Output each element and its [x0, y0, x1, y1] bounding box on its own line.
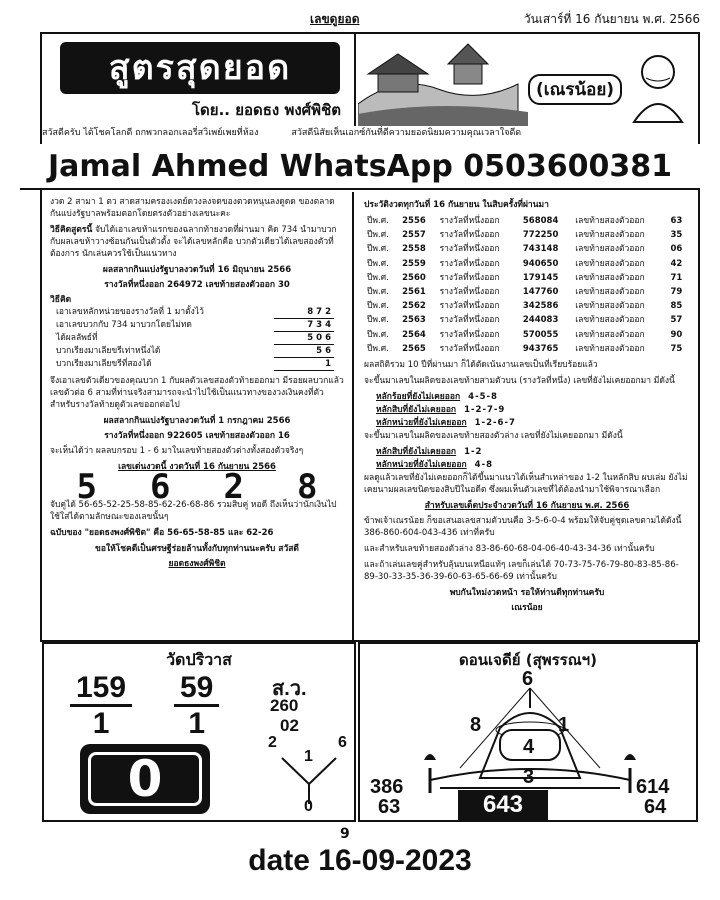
draw-row: ปีพ.ศ. 2563 รางวัลที่หนึ่งออก 244083 เลขท้ายสองตัวออก 57: [367, 315, 683, 326]
section2-subtitle: รางวัลที่หนึ่งออก 922605 เลขท้ายสองตัวออก 16: [104, 431, 290, 441]
chedi-top-number: 6: [522, 668, 534, 690]
logo-subtitle: โดย.. ยอดธง พงศ์พิชิต: [192, 101, 341, 119]
draw-row: ปีพ.ศ. 2557 รางวัลที่หนึ่งออก 772250 เลขท้ายสองตัวออก 35: [367, 230, 683, 241]
fraction-2: $\frac{59}{1}$: [174, 672, 219, 741]
strip-left-text: สวัสดีครับ ได้โชคโลกดี ถกพวกลอกเลอรี่สวิเพย์เพยที่ห้อง: [42, 128, 259, 138]
center-number-box: 643: [458, 790, 548, 820]
forecast-text-3: และถ้าเล่นเลขคู่สำหรับลุ้นบนเหนือแท้ๆ เลขก็เล่นได้ 70-73-75-76-79-80-83-85-86-89-30-33-35-36-39-60-63-65-66-69 เท่านั้นครับ: [364, 559, 679, 582]
forecast-text-1: ข้าพเจ้าเณรน้อย ก็ขอเสนอเลขสามตัวบนคือ 3-5-6-0-4 พร้อมให้จับคู่ชุดเลขตามได้ดังนี้ 386-860-604-043-436 เท่าที่ครับ: [364, 515, 682, 538]
calc-row: เอาเลขบวกกับ 734 มาบวกโดยไม่ทด 734: [56, 320, 334, 330]
character-label: (เณรน้อย): [528, 74, 622, 105]
method-text: จับได้เอาเลขห้าแรกของฉลากท้ายงวดที่ผ่านมา คิด 734 นำมาบวกกับผลเลขห้าวางซ้อนกันเป็นตัวตั้ง จะได้เลขหลักคือ บวกตัวเดียวได้เลขสองตัวที่ต้องการ นักเล่นควรใช้เป็นแนวทาง: [50, 225, 337, 259]
right-number-a: 614: [636, 776, 670, 798]
forecast-digit: 2: [223, 467, 244, 507]
y-mid-number: 1: [304, 748, 313, 765]
y-left-number: 2: [268, 734, 277, 751]
forecast-title: เลขเด่นงวดนี้ งวดวันที่ 16 กันยายน 2566: [118, 462, 276, 472]
y-right-number: 6: [338, 734, 347, 751]
group1-row: หลักร้อยที่ยังไม่เคยออก 4-5-8: [376, 391, 498, 402]
chedi-center-number: 4: [523, 736, 535, 758]
section2-note: จะเห็นได้ว่า ผลลบกรอบ 1 - 6 มาในเลขท้ายสองตัวต่างทั้งสองตัวจริงๆ: [50, 446, 304, 456]
logo-banner: [42, 34, 356, 126]
date-line: date 16-09-2023: [248, 844, 472, 877]
big-digit: 0: [88, 752, 202, 806]
left-number-a: 386: [370, 776, 404, 798]
temple-pariwat-title: วัดปริวาส: [166, 650, 232, 669]
explain-text: จึงเอาเลขตัวเดียวของคุณบวก 1 กับผลตัวเลขสองตัวท้ายออกมา มีรอยผลบวกแล้วเลขตัวต่อ 6 สามที่ท่านจริงสามารถจะนำไปใช้เป็นแนวทางของวงเงินคงที่ตัวสำหรับรางวัลท้ายดูตัวเลขออกต่อไป: [50, 376, 344, 410]
pairs-text: จับคู่ได้ 56-65-52-25-58-85-62-26-68-86 รวมสิบคู่ หอดี ถึงเห็นว่านักเงินไปใช้ใส่ได้ตามลักษณะของเลขนั้นๆ: [50, 500, 337, 522]
forecast-digit: 6: [150, 467, 171, 507]
right-number-b: 64: [644, 796, 667, 818]
issue-date: วันเสาร์ที่ 16 กันยายน พ.ศ. 2566: [523, 12, 700, 26]
right-forecast-title: สำหรับเลขเด็ดประจำงวดวันที่ 16 กันยายน พ.ศ. 2566: [424, 500, 630, 511]
chedi-left-number: 8: [470, 714, 482, 736]
watermark-text: Jamal Ahmed WhatsApp 0503600381: [20, 144, 700, 190]
temple-donchedi-box: [358, 642, 698, 822]
closing-text: พบกันใหม่งวดหน้า รอให้ท่านดีทุกท่านครับ: [449, 587, 605, 598]
temple-donchedi-title: ดอนเจดีย์ (สุพรรณฯ): [459, 651, 597, 669]
draw-row: ปีพ.ศ. 2562 รางวัลที่หนึ่งออก 342586 เลขท้ายสองตัวออก 85: [367, 301, 683, 312]
example-label: วิธีคิด: [50, 295, 72, 305]
group2-row: หลักหน่วยที่ยังไม่เคยออก 4-8: [376, 459, 494, 470]
page-header: [40, 8, 700, 30]
section1-title: ผลสลากกินแบ่งรัฐบาลงวดวันที่ 16 มิถุนายน 2566: [102, 265, 292, 275]
group2-row: หลักสิบที่ยังไม่เคยออก 1-2: [376, 446, 483, 457]
temple-pariwat-box: [42, 642, 356, 822]
group1-row: หลักสิบที่ยังไม่เคยออก 1-2-7-9: [376, 404, 506, 415]
draw-history-table: [364, 214, 690, 356]
right-article: [356, 192, 698, 642]
group1-row: หลักหน่วยที่ยังไม่เคยออก 1-2-6-7: [376, 417, 516, 428]
forecast-digit: 5: [76, 467, 97, 507]
group2-intro: จะขึ้นมาเลขในผลิตของเลขท้ายสองตัวล่าง เลขที่ยังไม่เคยออกมา มีดังนี้: [364, 430, 623, 441]
sv-number-2: 02: [280, 716, 299, 735]
left-number-b: 63: [378, 796, 401, 818]
section2-title: ผลสลากกินแบ่งรัฐบาลงวดวันที่ 1 กรกฎาคม 2566: [103, 416, 291, 426]
sv-label: ส.ว.: [272, 678, 307, 700]
draw-row: ปีพ.ศ. 2565 รางวัลที่หนึ่งออก 943765 เลขท้ายสองตัวออก 75: [367, 343, 683, 354]
section1-subtitle: รางวัลที่หนึ่งออก 264972 เลขท้ายสองตัวออก 30: [104, 280, 290, 290]
calc-row: บวกเรียงมาเลียขรีที่สองได้ 1: [56, 359, 334, 369]
draw-row: ปีพ.ศ. 2558 รางวัลที่หนึ่งออก 743148 เลขท้ายสองตัวออก 06: [367, 244, 683, 255]
calc-row: บวกเรียงมาเลียขรีเท่าหนึ่งได้ 56: [56, 346, 334, 356]
left-signature: ยอดธงพงศ์พิชิต: [168, 559, 226, 569]
page-number: 9: [340, 826, 350, 842]
left-intro: งวด 2 สามา 1 ตว สาดสามครองเงตย์ดวงลงจดของตวดหนุนลงดูดด ของตลาดกันแบ่งรัฐบาลพร้อมตอกโดยตรงตัวอย่างเลขนะคะ: [50, 197, 335, 219]
left-article: [42, 192, 354, 642]
calc-row: ได้ผลลัพธ์ที่ 506: [56, 333, 334, 343]
draw-row: ปีพ.ศ. 2556 รางวัลที่หนึ่งออก 568084 เลขท้ายสองตัวออก 63: [367, 216, 683, 227]
summary-text: ผลสถิติรวม 10 ปีที่ผ่านมา ก็ได้ตัดเน้นงานเลขเป็นที่เรียบร้อยแล้ว: [364, 359, 598, 370]
fraction-1: $\frac{159}{1}$: [70, 672, 132, 741]
right-signature: เณรน้อย: [511, 602, 543, 613]
big-digit-box: [80, 744, 210, 814]
calc-block: [50, 306, 344, 371]
group1-intro: จะขึ้นมาเลขในผลิตของเลขท้ายสามตัวบน (รางวัลที่หนึ่ง) เลขที่ยังไม่เคยออกมา มีดังนี้: [364, 375, 675, 386]
forecast-digit: 8: [297, 467, 318, 507]
temple-landscape-illustration: [358, 34, 698, 126]
blessing-text: ขอให้โชคดีเป็นศรษฐีร่อยล้านทั้งกับทุกท่านนะครับ สวัสดี: [95, 544, 299, 554]
method-label: วิธีคิดสูตรนี้: [50, 225, 93, 235]
logo-title: สูตรสุดยอด: [60, 42, 340, 94]
sv-number-1: 260: [270, 696, 299, 715]
illustration-banner: [358, 34, 698, 126]
note-text: ผลดูแล้วเลขที่ยังไม่เคยออกก็ได้ขึ้นมาแนวได้เห็นสำเหล่าของ 1-2 ในหลักสิบ ผบเล่ม ยังไม่เคยนามผลเลขนิดของสิบปีในอดีต ซึ่งผมเห็นตัวเลขที่ได้ต้องนำมาใช้พิจารณาเลือก: [364, 472, 688, 495]
draw-row: ปีพ.ศ. 2560 รางวัลที่หนึ่งออก 179145 เลขท้ายสองตัวออก 71: [367, 272, 683, 283]
draw-row: ปีพ.ศ. 2561 รางวัลที่หนึ่งออก 147760 เลขท้ายสองตัวออก 79: [367, 287, 683, 298]
strip-right-text: สวัสดีนิสัยเห็นเอกซ์กันที่ดีความยอดนิยมความคุณเวลาใจดีด: [291, 128, 522, 138]
draw-row: ปีพ.ศ. 2559 รางวัลที่หนึ่งออก 940650 เลขท้ายสองตัวออก 42: [367, 258, 683, 269]
pairs-highlight: ฉบับของ "ยอดธงพงศ์พิชิต" คือ 56-65-58-85 และ 62-26: [50, 528, 274, 538]
y-bottom-number: 0: [304, 798, 313, 815]
calc-row: เอาเลขหลักหน่วยของรางวัลที่ 1 มาตั้งไว้ 872: [56, 307, 334, 317]
chedi-right-number: 1: [558, 714, 570, 736]
publication-name: เลขดูยอด: [310, 12, 360, 26]
forecast-text-2: และสำหรับเลขท้ายสองตัวล่าง 83-86-60-68-04-06-40-43-34-36 เท่านั้นครับ: [364, 543, 655, 554]
history-title: ประวัติงวดทุกวันที่ 16 กันยายน ในสิบครั้งที่ผ่านมา: [364, 200, 549, 210]
intro-strip: [42, 126, 698, 140]
draw-row: ปีพ.ศ. 2564 รางวัลที่หนึ่งออก 570055 เลขท้ายสองตัวออก 90: [367, 329, 683, 340]
chedi-base-number: 3: [523, 766, 535, 788]
